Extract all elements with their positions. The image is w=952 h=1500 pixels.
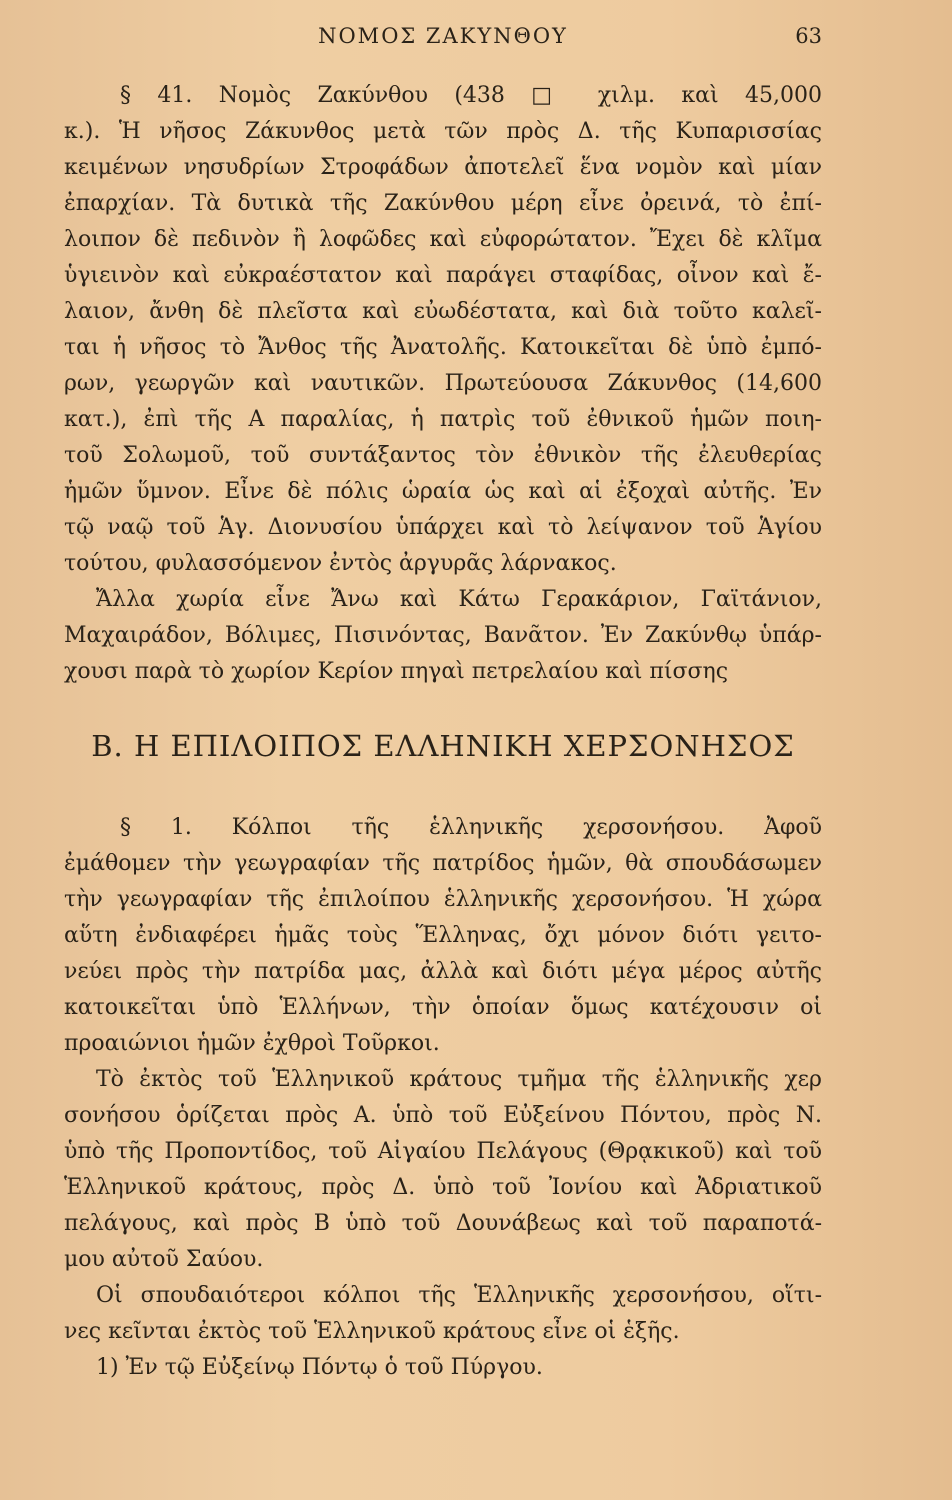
text-line: § 41. Νομὸς Ζακύνθου (438 □ χιλμ. καὶ 45,000 bbox=[120, 83, 822, 108]
text-line: Μαχαιράδον, Βόλιμες, Πισινόντας, Βανᾶτον. Ἐν Ζακύνθῳ ὑπάρ- bbox=[64, 623, 822, 648]
text-line: ἐπαρχίαν. Τὰ δυτικὰ τῆς Ζακύνθου μέρη εἶνε ὀρεινά, τὸ ἐπί- bbox=[64, 191, 822, 216]
text-line: Οἱ σπουδαιότεροι κόλποι τῆς Ἑλληνικῆς χερσονήσου, οἵτι- bbox=[96, 1283, 822, 1308]
text-line: λαιον, ἄνθη δὲ πλεῖστα καὶ εὐωδέστατα, καὶ διὰ τοῦτο καλεῖ- bbox=[64, 299, 822, 324]
text-line: ρων, γεωργῶν καὶ ναυτικῶν. Πρωτεύουσα Ζάκυνθος (14,600 bbox=[64, 371, 822, 396]
text-line: νες κεῖνται ἐκτὸς τοῦ Ἑλληνικοῦ κράτους εἶνε οἱ ἑξῆς. bbox=[64, 1319, 680, 1344]
text-line: Τὸ ἐκτὸς τοῦ Ἑλληνικοῦ κράτους τμῆμα τῆς ἑλληνικῆς χερ bbox=[96, 1067, 822, 1092]
text-line: ἡμῶν ὕμνον. Εἶνε δὲ πόλις ὡραία ὡς καὶ αἱ ἐξοχαὶ αὐτῆς. Ἐν bbox=[64, 479, 822, 504]
list-item: 1) Ἐν τῷ Εὐξείνῳ Πόντῳ ὁ τοῦ Πύργου. bbox=[96, 1355, 543, 1380]
text-line: § 1. Κόλποι τῆς ἑλληνικῆς χερσονήσου. Ἀφοῦ bbox=[120, 815, 822, 840]
text-line: ὑγιεινὸν καὶ εὐκραέστατον καὶ παράγει σταφίδας, οἶνον καὶ ἔ- bbox=[64, 263, 822, 288]
text-line: τούτου, φυλασσόμενον ἐντὸς ἀργυρᾶς λάρνακος. bbox=[64, 551, 617, 576]
text-line: τῷ ναῷ τοῦ Ἁγ. Διονυσίου ὑπάρχει καὶ τὸ λείψανον τοῦ Ἁγίου bbox=[64, 515, 822, 540]
text-line: Ἄλλα χωρία εἶνε Ἄνω καὶ Κάτω Γερακάριον, Γαϊτάνιον, bbox=[96, 587, 822, 612]
text-line: ὑπὸ τῆς Προποντίδος, τοῦ Αἰγαίου Πελάγους (Θρᾳκικοῦ) καὶ τοῦ bbox=[64, 1139, 822, 1164]
section-heading: Β. Η ΕΠΙΛΟΙΠΟΣ ΕΛΛΗΝΙΚΗ ΧΕΡΣΟΝΗΣΟΣ bbox=[91, 729, 795, 763]
page-number: 63 bbox=[795, 24, 822, 48]
text-line: πελάγους, καὶ πρὸς Β ὑπὸ τοῦ Δουνάβεως καὶ τοῦ παραποτά- bbox=[64, 1211, 822, 1236]
running-title: ΝΟΜΟΣ ΖΑΚΥΝΘΟΥ bbox=[318, 24, 568, 48]
text-line: λοιπον δὲ πεδινὸν ἢ λοφῶδες καὶ εὐφορώτατον. Ἔχει δὲ κλῖμα bbox=[64, 227, 822, 252]
text-line: κατ.), ἐπὶ τῆς Α παραλίας, ἡ πατρὶς τοῦ ἐθνικοῦ ἡμῶν ποιη- bbox=[64, 407, 822, 432]
page-header bbox=[64, 16, 822, 56]
body-text bbox=[64, 78, 822, 1386]
text-line: χουσι παρὰ τὸ χωρίον Κερίον πηγαὶ πετρελαίου καὶ πίσσης bbox=[64, 659, 729, 684]
text-line: σονήσου ὁρίζεται πρὸς Α. ὑπὸ τοῦ Εὐξείνου Πόντου, πρὸς Ν. bbox=[64, 1103, 822, 1128]
text-line: αὕτη ἐνδιαφέρει ἡμᾶς τοὺς Ἕλληνας, ὄχι μόνον διότι γειτο- bbox=[64, 923, 822, 948]
text-line: ἐμάθομεν τὴν γεωγραφίαν τῆς πατρίδος ἡμῶν, θὰ σπουδάσωμεν bbox=[64, 851, 822, 876]
text-line: προαιώνιοι ἡμῶν ἐχθροὶ Τοῦρκοι. bbox=[64, 1031, 440, 1056]
text-line: μου αὐτοῦ Σαύου. bbox=[64, 1247, 264, 1272]
text-line: κατοικεῖται ὑπὸ Ἑλλήνων, τὴν ὁποίαν ὅμως κατέχουσιν οἱ bbox=[64, 995, 822, 1020]
text-line: τὴν γεωγραφίαν τῆς ἐπιλοίπου ἑλληνικῆς χερσονήσου. Ἡ χώρα bbox=[64, 887, 822, 912]
text-line: κειμένων νησυδρίων Στροφάδων ἀποτελεῖ ἕνα νομὸν καὶ μίαν bbox=[64, 155, 822, 180]
text-line: ται ἡ νῆσος τὸ Ἄνθος τῆς Ἀνατολῆς. Κατοικεῖται δὲ ὑπὸ ἐμπό- bbox=[64, 335, 822, 360]
text-line: Ἑλληνικοῦ κράτους, πρὸς Δ. ὑπὸ τοῦ Ἰονίου καὶ Ἀδριατικοῦ bbox=[64, 1175, 822, 1200]
text-line: κ.). Ἡ νῆσος Ζάκυνθος μετὰ τῶν πρὸς Δ. τῆς Κυπαρισσίας bbox=[64, 119, 822, 144]
text-line: τοῦ Σολωμοῦ, τοῦ συντάξαντος τὸν ἐθνικὸν τῆς ἐλευθερίας bbox=[64, 443, 822, 468]
text-line: νεύει πρὸς τὴν πατρίδα μας, ἀλλὰ καὶ διότι μέγα μέρος αὐτῆς bbox=[64, 959, 822, 984]
